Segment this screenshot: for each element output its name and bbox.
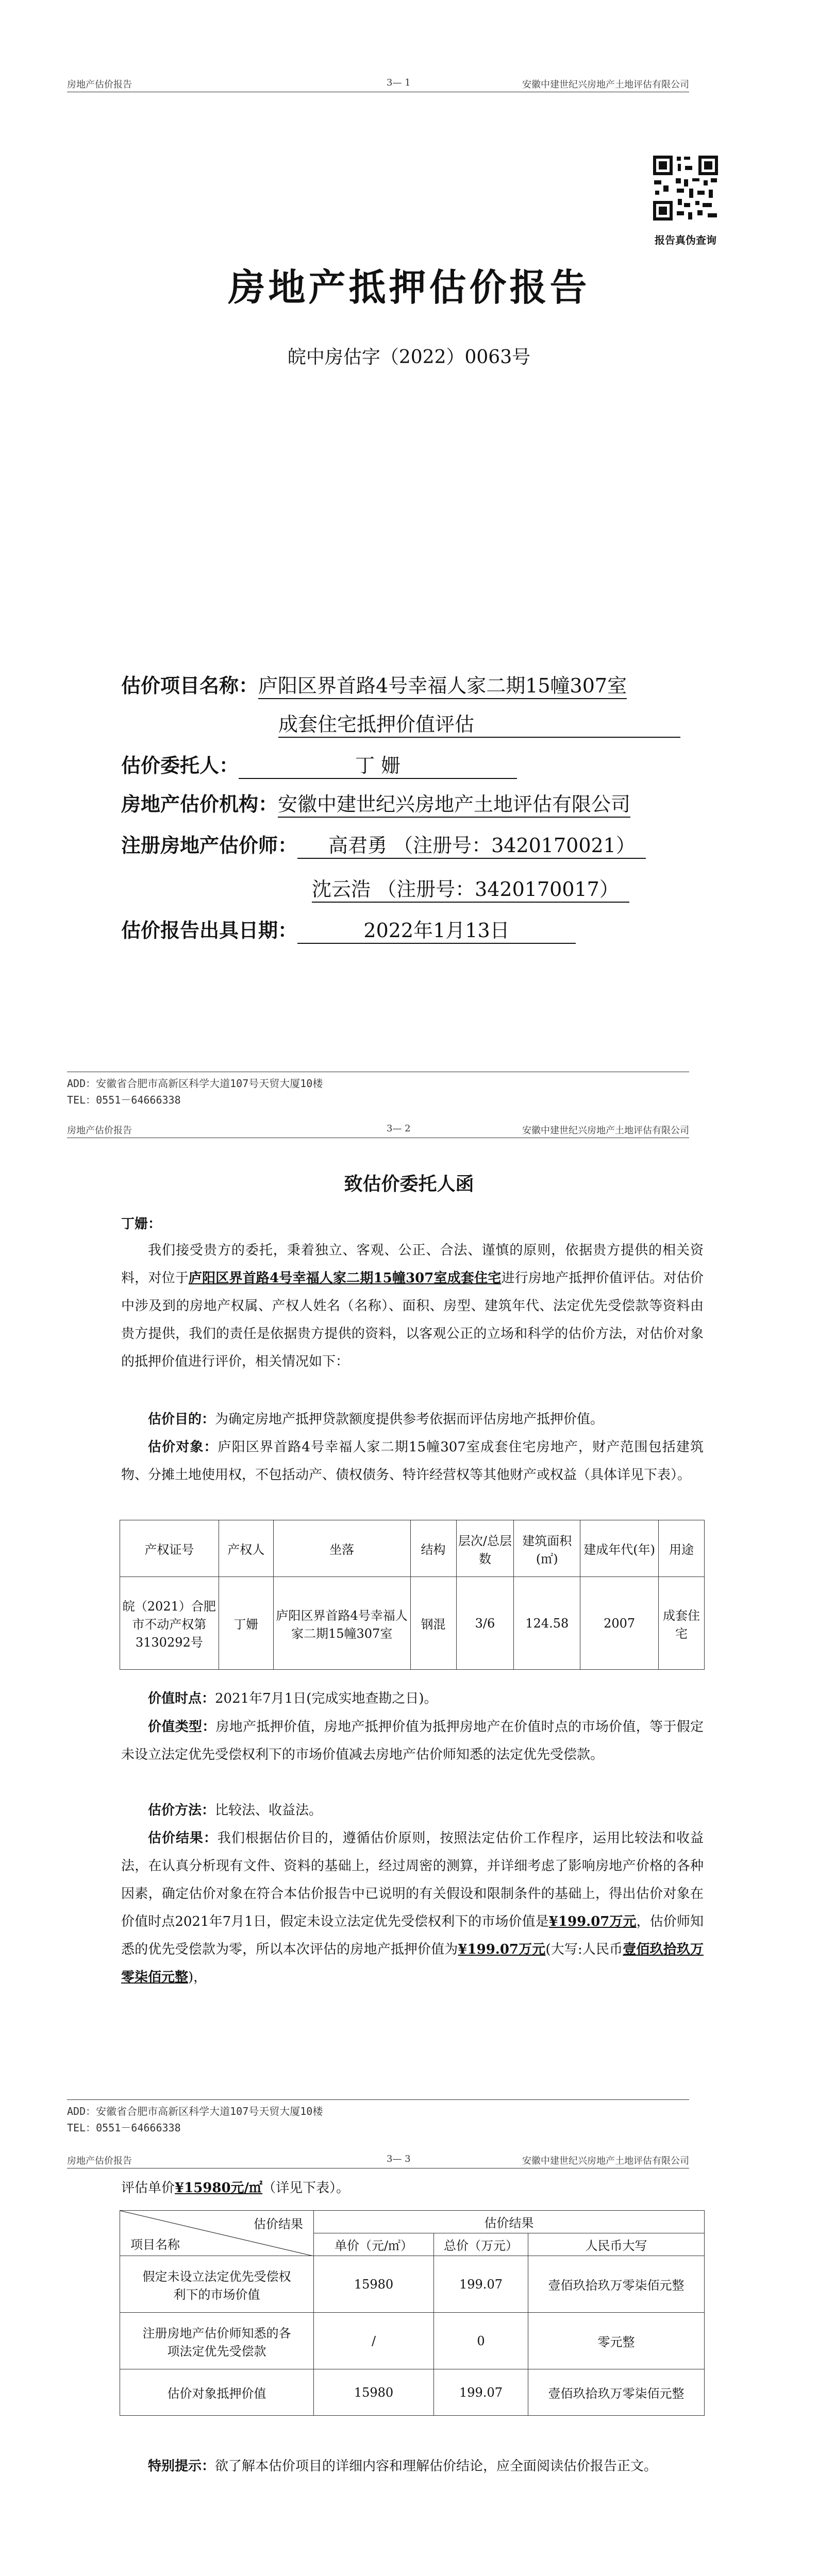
project-value: 庐阳区界首路4号幸福人家二期15幢307室 <box>258 670 627 699</box>
cover-project-row-2 <box>278 708 680 738</box>
letter-result <box>121 1824 704 1991</box>
td-cert: 皖（2021）合肥市不动产权第3130292号 <box>120 1577 219 1670</box>
page-footer <box>67 1072 689 1108</box>
special-note <box>121 2452 704 2480</box>
td-structure: 钢混 <box>410 1577 456 1670</box>
row-unit-price: / <box>314 2313 434 2369</box>
footer-tel: TEL：0551－64666338 <box>67 1094 181 1106</box>
row-item: 注册房地产估价师知悉的各项法定优先受偿款 <box>120 2313 314 2369</box>
page-cover <box>0 0 818 1106</box>
agency-value: 安徽中建世纪兴房地产土地评估有限公司 <box>278 788 630 818</box>
value-date-text: 2021年7月1日(完成实地查勘之日)。 <box>215 1691 438 1706</box>
letter-title: 致估价委托人函 <box>344 1173 474 1195</box>
intro-text-a: 我们接受贵方的委托，秉着独立、客观、公正、合法、谨慎的原则，依据贵方提供的相关资料，对位于 <box>121 1243 704 1286</box>
special-note-label: 特别提示： <box>148 2459 215 2474</box>
th-cert: 产权证号 <box>120 1520 219 1577</box>
row-words: 壹佰玖拾玖万零柒佰元整 <box>528 2256 705 2313</box>
appraiser-label: 注册房地产估价师： <box>121 834 298 857</box>
letter-intro <box>121 1236 704 1376</box>
td-area: 124.58 <box>514 1577 580 1670</box>
row-unit-price: 15980 <box>314 2369 434 2416</box>
cover-project-row <box>121 670 627 699</box>
row-total: 199.07 <box>434 2369 528 2416</box>
td-owner: 丁姗 <box>219 1577 273 1670</box>
row-unit-price: 15980 <box>314 2256 434 2313</box>
th-area: 建筑面积(㎡) <box>514 1520 580 1577</box>
intro-address: 庐阳区界首路4号幸福人家二期15幢307室成套住宅 <box>188 1270 502 1286</box>
th-unit-price: 单价（元/㎡） <box>314 2233 434 2256</box>
table-row <box>120 2256 705 2313</box>
corner-bottom: 项目名称 <box>130 2238 180 2252</box>
value-date-label: 价值时点： <box>148 1691 215 1706</box>
header-page-marker: 3— 1 <box>387 77 411 88</box>
letter-value-date <box>121 1685 704 1713</box>
agency-label: 房地产估价机构： <box>121 792 278 816</box>
header-right: 安徽中建世纪兴房地产土地评估有限公司 <box>522 2156 689 2166</box>
result-text-b: ，估价师知悉的优先受偿款为零，所以本次评估的房地产抵押价值为 <box>121 1914 704 1957</box>
method-label: 估价方法： <box>148 1803 215 1818</box>
th-owner: 产权人 <box>219 1520 273 1577</box>
page-footer <box>67 2099 689 2136</box>
result-mortgage-value: ¥199.07万元 <box>458 1942 546 1957</box>
object-text: 庐阳区界首路4号幸福人家二期15幢307室成套住宅房地产，财产范围包括建筑物、分摊土地使用权，不包括动产、债权债务、特许经营权等其他财产或权益（具体详见下表）。 <box>121 1439 704 1483</box>
th-floors: 层次/总层数 <box>456 1520 514 1577</box>
header-page-marker: 3— 2 <box>387 1123 411 1134</box>
corner-top: 估价结果 <box>254 2217 303 2231</box>
th-corner <box>120 2211 314 2256</box>
appraiser-2: 沈云浩 （注册号：3420170017） <box>312 873 629 903</box>
page-result <box>0 2154 818 2576</box>
page-letter <box>0 1123 818 2133</box>
td-year: 2007 <box>580 1577 659 1670</box>
qr-caption: 报告真伪查询 <box>655 234 716 246</box>
report-doc-number: 皖中房估字（2022）0063号 <box>287 347 531 368</box>
unit-price-line <box>121 2174 704 2202</box>
table-row <box>120 2313 705 2369</box>
cover-date-row <box>121 914 576 944</box>
result-text-a: 我们根据估价目的，遵循估价原则，按照法定估价工作程序，运用比较法和收益法，在认真分析现有文件、资料的基础上，经过周密的测算，并详细考虑了影响房地产价格的各种因素，确定估价对象在符合本估价报告中已说明的有关假设和限制条件的基础上，得出估价对象在价值时点2021年7月1日，假定未设立法定优先受偿权利下的市场价值是 <box>121 1831 704 1929</box>
result-value-words: 壹佰玖拾玖万零柒佰元整 <box>121 1942 704 1985</box>
cover-appraiser-row-2 <box>312 873 629 903</box>
letter-salutation: 丁姗： <box>121 1216 162 1232</box>
report-title: 房地产抵押估价报告 <box>228 265 590 309</box>
client-label: 估价委托人： <box>121 754 239 777</box>
th-amount-words: 人民币大写 <box>528 2233 705 2256</box>
result-text-d: )， <box>188 1970 207 1985</box>
client-value: 丁 姗 <box>239 750 517 779</box>
method-text: 比较法、收益法。 <box>215 1803 323 1818</box>
header-left: 房地产估价报告 <box>67 2156 132 2166</box>
header-left: 房地产估价报告 <box>67 1125 132 1136</box>
unit-price-label: 评估单价 <box>121 2180 175 2196</box>
letter-purpose <box>121 1405 704 1433</box>
letter-object <box>121 1433 704 1489</box>
result-text-c: (大写:人民币 <box>545 1942 623 1957</box>
unit-price-note: （详见下表）。 <box>262 2180 350 2196</box>
row-item: 假定未设立法定优先受偿权利下的市场价值 <box>120 2256 314 2313</box>
row-total: 199.07 <box>434 2256 528 2313</box>
letter-method <box>121 1797 704 1824</box>
cover-appraiser-row <box>121 829 646 859</box>
td-location: 庐阳区界首路4号幸福人家二期15幢307室 <box>273 1577 410 1670</box>
header-right: 安徽中建世纪兴房地产土地评估有限公司 <box>522 1125 689 1136</box>
cover-client-row <box>121 750 517 779</box>
th-total-price: 总价（万元） <box>434 2233 528 2256</box>
footer-address: ADD：安徽省合肥市高新区科学大道107号天贸大厦10楼 <box>67 2105 323 2117</box>
th-location: 坐落 <box>273 1520 410 1577</box>
project-label: 估价项目名称： <box>121 674 259 697</box>
qr-code[interactable] <box>652 155 719 222</box>
th-group: 估价结果 <box>314 2211 705 2233</box>
header-right: 安徽中建世纪兴房地产土地评估有限公司 <box>522 79 689 90</box>
page-header <box>67 77 689 92</box>
project-value-2: 成套住宅抵押价值评估 <box>278 708 680 738</box>
footer-tel: TEL：0551－64666338 <box>67 2122 181 2134</box>
cover-agency-row <box>121 788 630 818</box>
appraiser-1: 高君勇 （注册号：3420170021） <box>297 829 646 859</box>
result-table <box>120 2210 705 2416</box>
value-type-text: 房地产抵押价值，房地产抵押价值为抵押房地产在价值时点的市场价值，等于假定未设立法定优先受偿权利下的市场价值减去房地产估价师知悉的法定优先受偿款。 <box>121 1719 704 1762</box>
page-header <box>67 2154 689 2168</box>
purpose-text: 为确定房地产抵押贷款额度提供参考依据而评估房地产抵押价值。 <box>215 1412 604 1427</box>
row-words: 零元整 <box>528 2313 705 2369</box>
row-item: 估价对象抵押价值 <box>120 2369 314 2416</box>
header-page-marker: 3— 3 <box>387 2154 411 2164</box>
page-header <box>67 1123 689 1138</box>
date-value: 2022年1月13日 <box>297 914 576 944</box>
footer-address: ADD：安徽省合肥市高新区科学大道107号天贸大厦10楼 <box>67 1077 323 1090</box>
purpose-label: 估价目的： <box>148 1412 215 1427</box>
table-row <box>120 2369 705 2416</box>
value-type-label: 价值类型： <box>148 1719 216 1735</box>
intro-text-b: 进行房地产抵押价值评估。对估价中涉及到的房地产权属、产权人姓名（名称）、面积、房型、建筑年代、法定优先受偿款等资料由贵方提供，我们的责任是依据贵方提供的资料，以客观公正的立场和科学的估价方法，对估价对象的抵押价值进行评价，相关情况如下： <box>121 1270 704 1369</box>
letter-value-type <box>121 1713 704 1769</box>
row-words: 壹佰玖拾玖万零柒佰元整 <box>528 2369 705 2416</box>
result-label: 估价结果： <box>148 1831 218 1846</box>
td-usage: 成套住宅 <box>658 1577 704 1670</box>
special-note-text: 欲了解本估价项目的详细内容和理解估价结论，应全面阅读估价报告正文。 <box>215 2459 658 2474</box>
td-floors: 3/6 <box>456 1577 514 1670</box>
th-year: 建成年代(年) <box>580 1520 659 1577</box>
date-label: 估价报告出具日期： <box>121 919 298 942</box>
row-total: 0 <box>434 2313 528 2369</box>
th-usage: 用途 <box>658 1520 704 1577</box>
header-left: 房地产估价报告 <box>67 79 132 90</box>
th-structure: 结构 <box>410 1520 456 1577</box>
result-market-value: ¥199.07万元 <box>548 1914 637 1929</box>
unit-price-value: ¥15980元/㎡ <box>175 2180 263 2196</box>
property-table <box>120 1520 705 1670</box>
object-label: 估价对象： <box>148 1439 218 1455</box>
